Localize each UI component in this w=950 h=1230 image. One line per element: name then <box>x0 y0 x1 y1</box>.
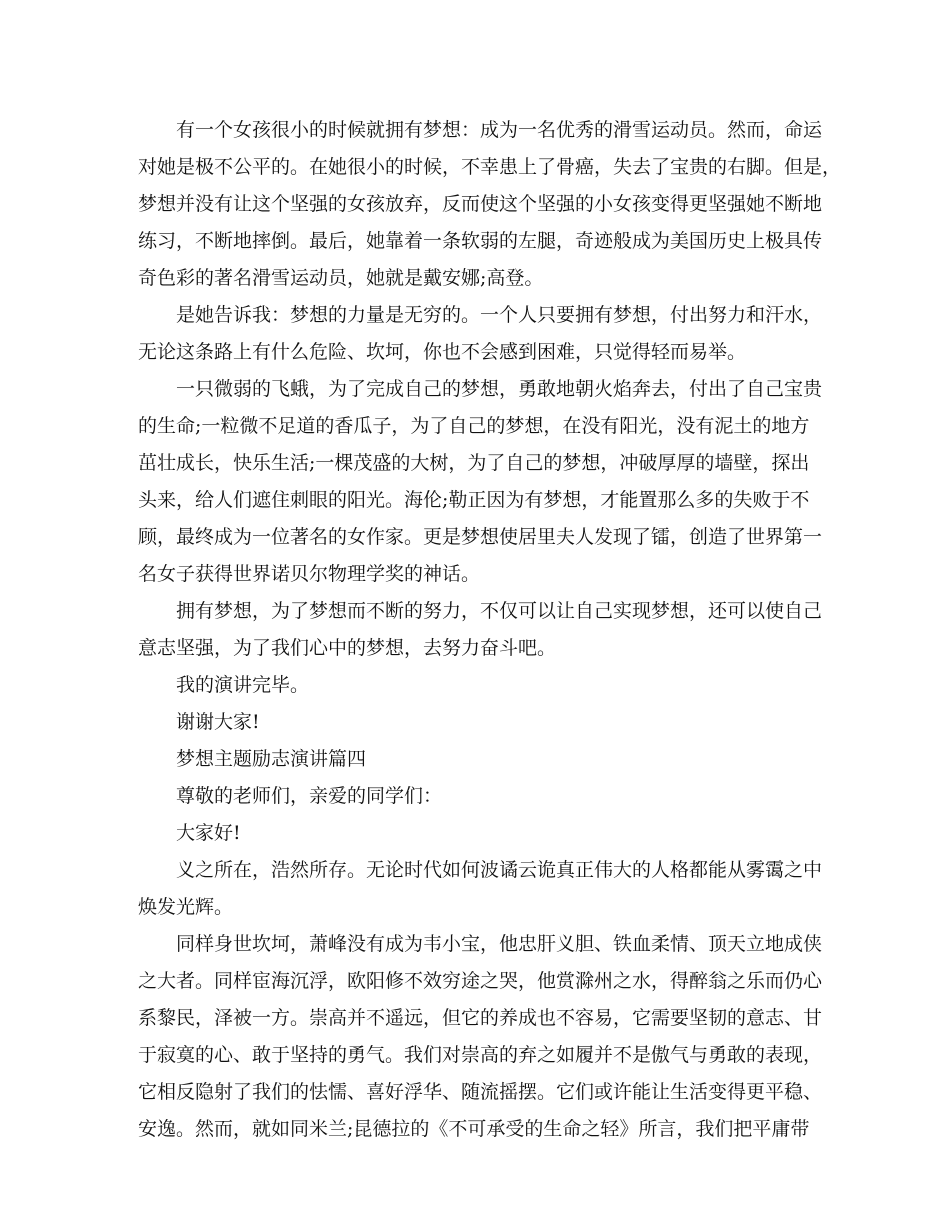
text-line: 同样身世坎坷，萧峰没有成为韦小宝，他忠肝义胆、铁血柔情、顶天立地成侠 <box>176 933 823 955</box>
text-line: 拥有梦想，为了梦想而不断的努力，不仅可以让自己实现梦想，还可以使自己 <box>176 600 823 622</box>
text-line: 顾，最终成为一位著名的女作家。更是梦想使居里夫人发现了镭，创造了世界第一 <box>138 526 823 548</box>
text-line: 茁壮成长，快乐生活;一棵茂盛的大树，为了自己的梦想，冲破厚厚的墙壁，探出 <box>138 452 810 474</box>
text-line: 系黎民，泽被一方。崇高并不遥远，但它的养成也不容易，它需要坚韧的意志、甘 <box>138 1007 823 1029</box>
text-line: 名女子获得世界诺贝尔物理学奖的神话。 <box>138 563 481 585</box>
greeting: 大家好! <box>176 822 241 844</box>
text-line: 安逸。然而，就如同米兰;昆德拉的《不可承受的生命之轻》所言，我们把平庸带 <box>138 1118 810 1140</box>
text-line: 有一个女孩很小的时候就拥有梦想：成为一名优秀的滑雪运动员。然而，命运 <box>176 119 823 141</box>
text-line: 的生命;一粒微不足道的香瓜子，为了自己的梦想，在没有阳光，没有泥土的地方 <box>138 415 810 437</box>
text-line: 它相反隐射了我们的怯懦、喜好浮华、随流摇摆。它们或许能让生活变得更平稳、 <box>138 1081 823 1103</box>
salutation: 尊敬的老师们，亲爱的同学们： <box>176 785 443 807</box>
section-heading: 梦想主题励志演讲篇四 <box>176 748 367 770</box>
text-line: 无论这条路上有什么危险、坎坷，你也不会感到困难，只觉得轻而易举。 <box>138 341 747 363</box>
text-line: 一只微弱的飞蛾，为了完成自己的梦想，勇敢地朝火焰奔去，付出了自己宝贵 <box>176 378 823 400</box>
text-line: 练习，不断地摔倒。最后，她靠着一条软弱的左腿，奇迹般成为美国历史上极具传 <box>138 230 823 252</box>
text-line: 之大者。同样宦海沉浮，欧阳修不效穷途之哭，他赏滁州之水，得醉翁之乐而仍心 <box>138 970 823 992</box>
text-line: 焕发光辉。 <box>138 896 234 918</box>
text-line: 是她告诉我：梦想的力量是无穷的。一个人只要拥有梦想，付出努力和汗水， <box>176 304 823 326</box>
text-line: 我的演讲完毕。 <box>176 674 310 696</box>
text-line: 奇色彩的著名滑雪运动员，她就是戴安娜;高登。 <box>138 267 544 289</box>
text-line: 梦想并没有让这个坚强的女孩放弃，反而使这个坚强的小女孩变得更坚强她不断地 <box>138 193 823 215</box>
text-line: 谢谢大家! <box>176 711 260 733</box>
text-line: 义之所在，浩然所存。无论时代如何波谲云诡真正伟大的人格都能从雾霭之中 <box>176 859 823 881</box>
text-line: 头来，给人们遮住刺眼的阳光。海伦;勒正因为有梦想，才能置那么多的失败于不 <box>138 489 810 511</box>
text-line: 意志坚强，为了我们心中的梦想，去努力奋斗吧。 <box>138 637 557 659</box>
text-line: 于寂寞的心、敢于坚持的勇气。我们对崇高的弃之如履并不是傲气与勇敢的表现， <box>138 1044 823 1066</box>
text-line: 对她是极不公平的。在她很小的时候，不幸患上了骨癌，失去了宝贵的右脚。但是， <box>138 156 842 178</box>
